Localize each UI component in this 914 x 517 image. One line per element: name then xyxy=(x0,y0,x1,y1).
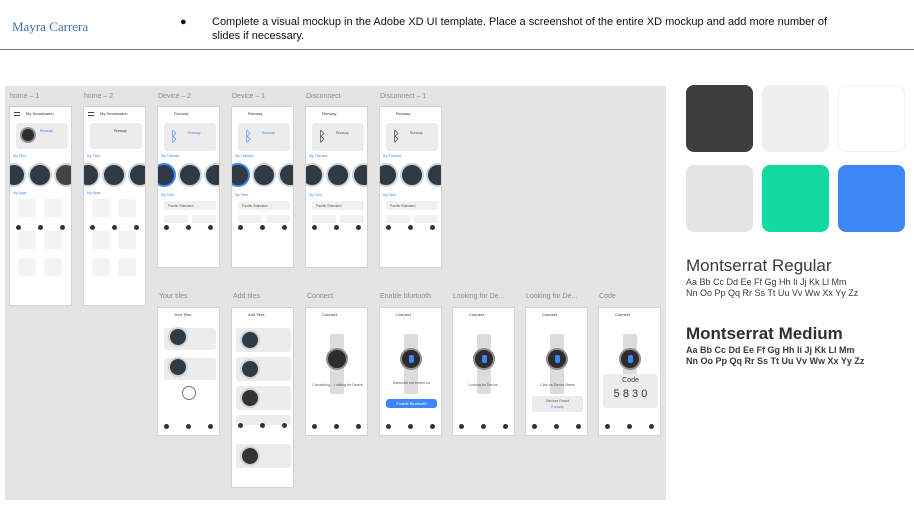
instruction-text: Complete a visual mockup in the Adobe XD UI template. Place a screenshot of the entire XD mockup and add more number of slides if necessary. xyxy=(212,16,828,42)
option-pill[interactable] xyxy=(414,215,438,223)
tile-preview xyxy=(240,359,260,379)
watch-bluetooth-icon xyxy=(619,348,641,370)
color-swatch-gray xyxy=(686,165,753,232)
artboard-label: Add tiles xyxy=(233,293,260,300)
bottom-nav[interactable] xyxy=(306,224,367,232)
theme-ring xyxy=(231,163,250,187)
watch-bluetooth-icon xyxy=(546,348,568,370)
timezone-value: Pacific Standard xyxy=(168,204,194,208)
theme-ring xyxy=(352,163,368,187)
section-label: My Themes xyxy=(161,154,180,158)
bottom-nav[interactable] xyxy=(599,423,660,431)
option-pill[interactable] xyxy=(340,215,364,223)
option-pill[interactable] xyxy=(238,215,262,223)
artboard-title: Connect xyxy=(469,312,484,317)
pairing-code: 5 8 3 0 xyxy=(613,388,648,400)
artboard-title: Connect xyxy=(322,312,337,317)
option-pill[interactable] xyxy=(386,215,410,223)
section-label: My Tiles xyxy=(13,154,26,158)
app-icon xyxy=(118,231,136,249)
font-sample-line: Aa Bb Cc Dd Ee Ff Gg Hh Ii Jj Kk Ll Mm xyxy=(686,345,855,355)
section-label: My Time xyxy=(235,193,249,197)
theme-ring xyxy=(252,163,276,187)
bottom-nav[interactable] xyxy=(380,224,441,232)
app-icon xyxy=(92,231,110,249)
enable-bluetooth-button[interactable]: Enable Bluetooth xyxy=(386,399,437,408)
artboard-title: My Smartwatch xyxy=(100,111,128,116)
device-name: Runway xyxy=(40,129,53,133)
bluetooth-icon: ᛒ xyxy=(170,129,179,145)
add-tile-icon xyxy=(54,163,72,187)
artboard-title: Runway xyxy=(396,111,411,116)
color-swatch-blue xyxy=(838,165,905,232)
theme-ring xyxy=(157,163,176,187)
bottom-nav[interactable] xyxy=(84,224,145,232)
tile-ring xyxy=(83,163,100,187)
artboard-disconnect-1[interactable] xyxy=(379,106,442,268)
tile-ring xyxy=(128,163,146,187)
color-swatch-white xyxy=(838,85,905,152)
artboard-your-tiles[interactable] xyxy=(157,307,220,436)
bullet-icon: ● xyxy=(180,16,187,28)
devices-found-label: Devices Found xyxy=(545,399,570,403)
artboard-code[interactable] xyxy=(598,307,661,436)
option-pill[interactable] xyxy=(192,215,216,223)
artboard-title: Connect xyxy=(542,312,557,317)
font-sample-line: Aa Bb Cc Dd Ee Ff Gg Hh Ii Jj Kk Ll Mm xyxy=(686,277,847,287)
artboard-label: Looking for De... xyxy=(526,293,578,300)
found-device-name[interactable]: Runway xyxy=(551,405,564,409)
app-icon xyxy=(92,199,110,217)
artboard-title: Add Tiles xyxy=(248,312,265,317)
bluetooth-off-icon: ᛒ xyxy=(392,129,401,145)
add-app-icon xyxy=(44,258,62,276)
artboard-label: home – 1 xyxy=(10,93,40,100)
add-app-icon xyxy=(118,258,136,276)
artboard-device-1[interactable] xyxy=(231,106,294,268)
theme-ring xyxy=(326,163,350,187)
tile-ring xyxy=(28,163,52,187)
menu-icon xyxy=(88,112,94,116)
section-label: My Tiles xyxy=(87,154,100,158)
section-label: My Time xyxy=(161,193,175,197)
bottom-nav[interactable] xyxy=(380,423,441,431)
artboard-label: Disconnect xyxy=(306,93,341,100)
watch-icon xyxy=(326,348,348,370)
device-name: Runway xyxy=(262,131,275,135)
device-name: Runway xyxy=(114,129,127,133)
app-icon xyxy=(18,231,36,249)
status-text: Click on Device Name xyxy=(540,383,575,387)
artboard-device-found[interactable] xyxy=(525,307,588,436)
timezone-value: Pacific Standard xyxy=(242,204,268,208)
section-label: My Themes xyxy=(309,154,328,158)
menu-icon xyxy=(14,112,20,116)
bottom-nav[interactable] xyxy=(10,224,71,232)
device-card xyxy=(90,123,142,149)
artboard-looking-for-device[interactable] xyxy=(452,307,515,436)
color-swatch-green xyxy=(762,165,829,232)
code-label: Code xyxy=(622,377,639,384)
add-icon[interactable] xyxy=(182,386,196,400)
artboard-home-2[interactable] xyxy=(83,106,146,306)
bottom-nav[interactable] xyxy=(232,224,293,232)
app-icon xyxy=(118,199,136,217)
timezone-value: Pacific Standard xyxy=(316,204,342,208)
artboard-label: Device – 2 xyxy=(158,93,192,100)
artboard-label: Code xyxy=(599,293,616,300)
watch-bluetooth-icon xyxy=(400,348,422,370)
bottom-nav[interactable] xyxy=(232,422,293,430)
artboard-title: My Smartwatch xyxy=(26,111,54,116)
artboard-device-2[interactable] xyxy=(157,106,220,268)
bottom-nav[interactable] xyxy=(526,423,587,431)
artboard-connect[interactable] xyxy=(305,307,368,436)
artboard-label: home – 2 xyxy=(84,93,114,100)
status-text: Looking for Device... xyxy=(468,383,501,387)
artboard-label: Disconnect – 1 xyxy=(380,93,427,100)
color-swatch-dark xyxy=(686,85,753,152)
option-pill[interactable] xyxy=(164,215,188,223)
font-sample-line: Nn Oo Pp Qq Rr Ss Tt Uu Vv Ww Xx Yy Zz xyxy=(686,356,865,366)
device-name: Runway xyxy=(336,131,349,135)
bluetooth-icon: ᛒ xyxy=(244,129,253,145)
tile-preview xyxy=(240,330,260,350)
font-sample-line: Nn Oo Pp Qq Rr Ss Tt Uu Vv Ww Xx Yy Zz xyxy=(686,288,859,298)
app-icon xyxy=(44,199,62,217)
section-label: My Apps xyxy=(13,191,27,195)
artboard-label: Connect xyxy=(307,293,334,300)
artboard-label: Device – 1 xyxy=(232,93,266,100)
xd-mockup-canvas xyxy=(5,86,666,500)
bottom-nav[interactable] xyxy=(158,423,219,431)
section-label: My Themes xyxy=(235,154,254,158)
artboard-disconnect[interactable] xyxy=(305,106,368,268)
color-swatch-light-gray xyxy=(762,85,829,152)
option-pill[interactable] xyxy=(266,215,290,223)
watch-bluetooth-icon xyxy=(473,348,495,370)
section-label: My Time xyxy=(309,193,323,197)
header-divider xyxy=(0,49,914,50)
tile-preview xyxy=(240,388,260,408)
status-text: Bluetooth not turned on xyxy=(393,381,430,385)
app-icon xyxy=(44,231,62,249)
tile-ring xyxy=(102,163,126,187)
device-name: Runway xyxy=(188,131,201,135)
theme-ring xyxy=(204,163,220,187)
font-name-regular: Montserrat Regular xyxy=(686,256,832,275)
artboard-label: Looking for De... xyxy=(453,293,505,300)
tile-preview xyxy=(168,327,188,347)
tile-preview xyxy=(240,446,260,466)
artboard-label: Your tiles xyxy=(159,293,188,300)
timezone-value: Pacific Standard xyxy=(390,204,416,208)
device-name: Runway xyxy=(410,131,423,135)
artboard-label: Enable blurtooth xyxy=(380,293,431,300)
bottom-nav[interactable] xyxy=(453,423,514,431)
theme-ring xyxy=(278,163,294,187)
option-pill[interactable] xyxy=(312,215,336,223)
status-text: Connecting... Looking for Device xyxy=(312,383,363,387)
theme-ring xyxy=(305,163,324,187)
artboard-add-tiles[interactable] xyxy=(231,307,294,488)
section-label: My Time xyxy=(383,193,397,197)
section-label: My Apps xyxy=(87,191,101,195)
bluetooth-off-icon: ᛒ xyxy=(318,129,327,145)
artboard-enable-bluetooth[interactable] xyxy=(379,307,442,436)
theme-ring xyxy=(178,163,202,187)
artboard-title: Runway xyxy=(174,111,189,116)
artboard-title: Connect xyxy=(396,312,411,317)
app-icon xyxy=(92,258,110,276)
theme-ring xyxy=(426,163,442,187)
watch-icon xyxy=(20,127,36,143)
artboard-title: Your Tiles xyxy=(174,312,192,317)
artboard-title: Runway xyxy=(322,111,337,116)
artboard-title: Runway xyxy=(248,111,263,116)
bottom-nav[interactable] xyxy=(306,423,367,431)
artboard-title: Connect xyxy=(615,312,630,317)
author-name: Mayra Carrera xyxy=(12,19,89,34)
font-name-medium: Montserrat Medium xyxy=(686,324,843,343)
tile-preview xyxy=(168,357,188,377)
tile-ring xyxy=(9,163,26,187)
app-icon xyxy=(18,199,36,217)
app-icon xyxy=(18,258,36,276)
artboard-home-1[interactable] xyxy=(9,106,72,306)
bottom-nav[interactable] xyxy=(158,224,219,232)
theme-ring xyxy=(379,163,398,187)
theme-ring xyxy=(400,163,424,187)
section-label: My Themes xyxy=(383,154,402,158)
